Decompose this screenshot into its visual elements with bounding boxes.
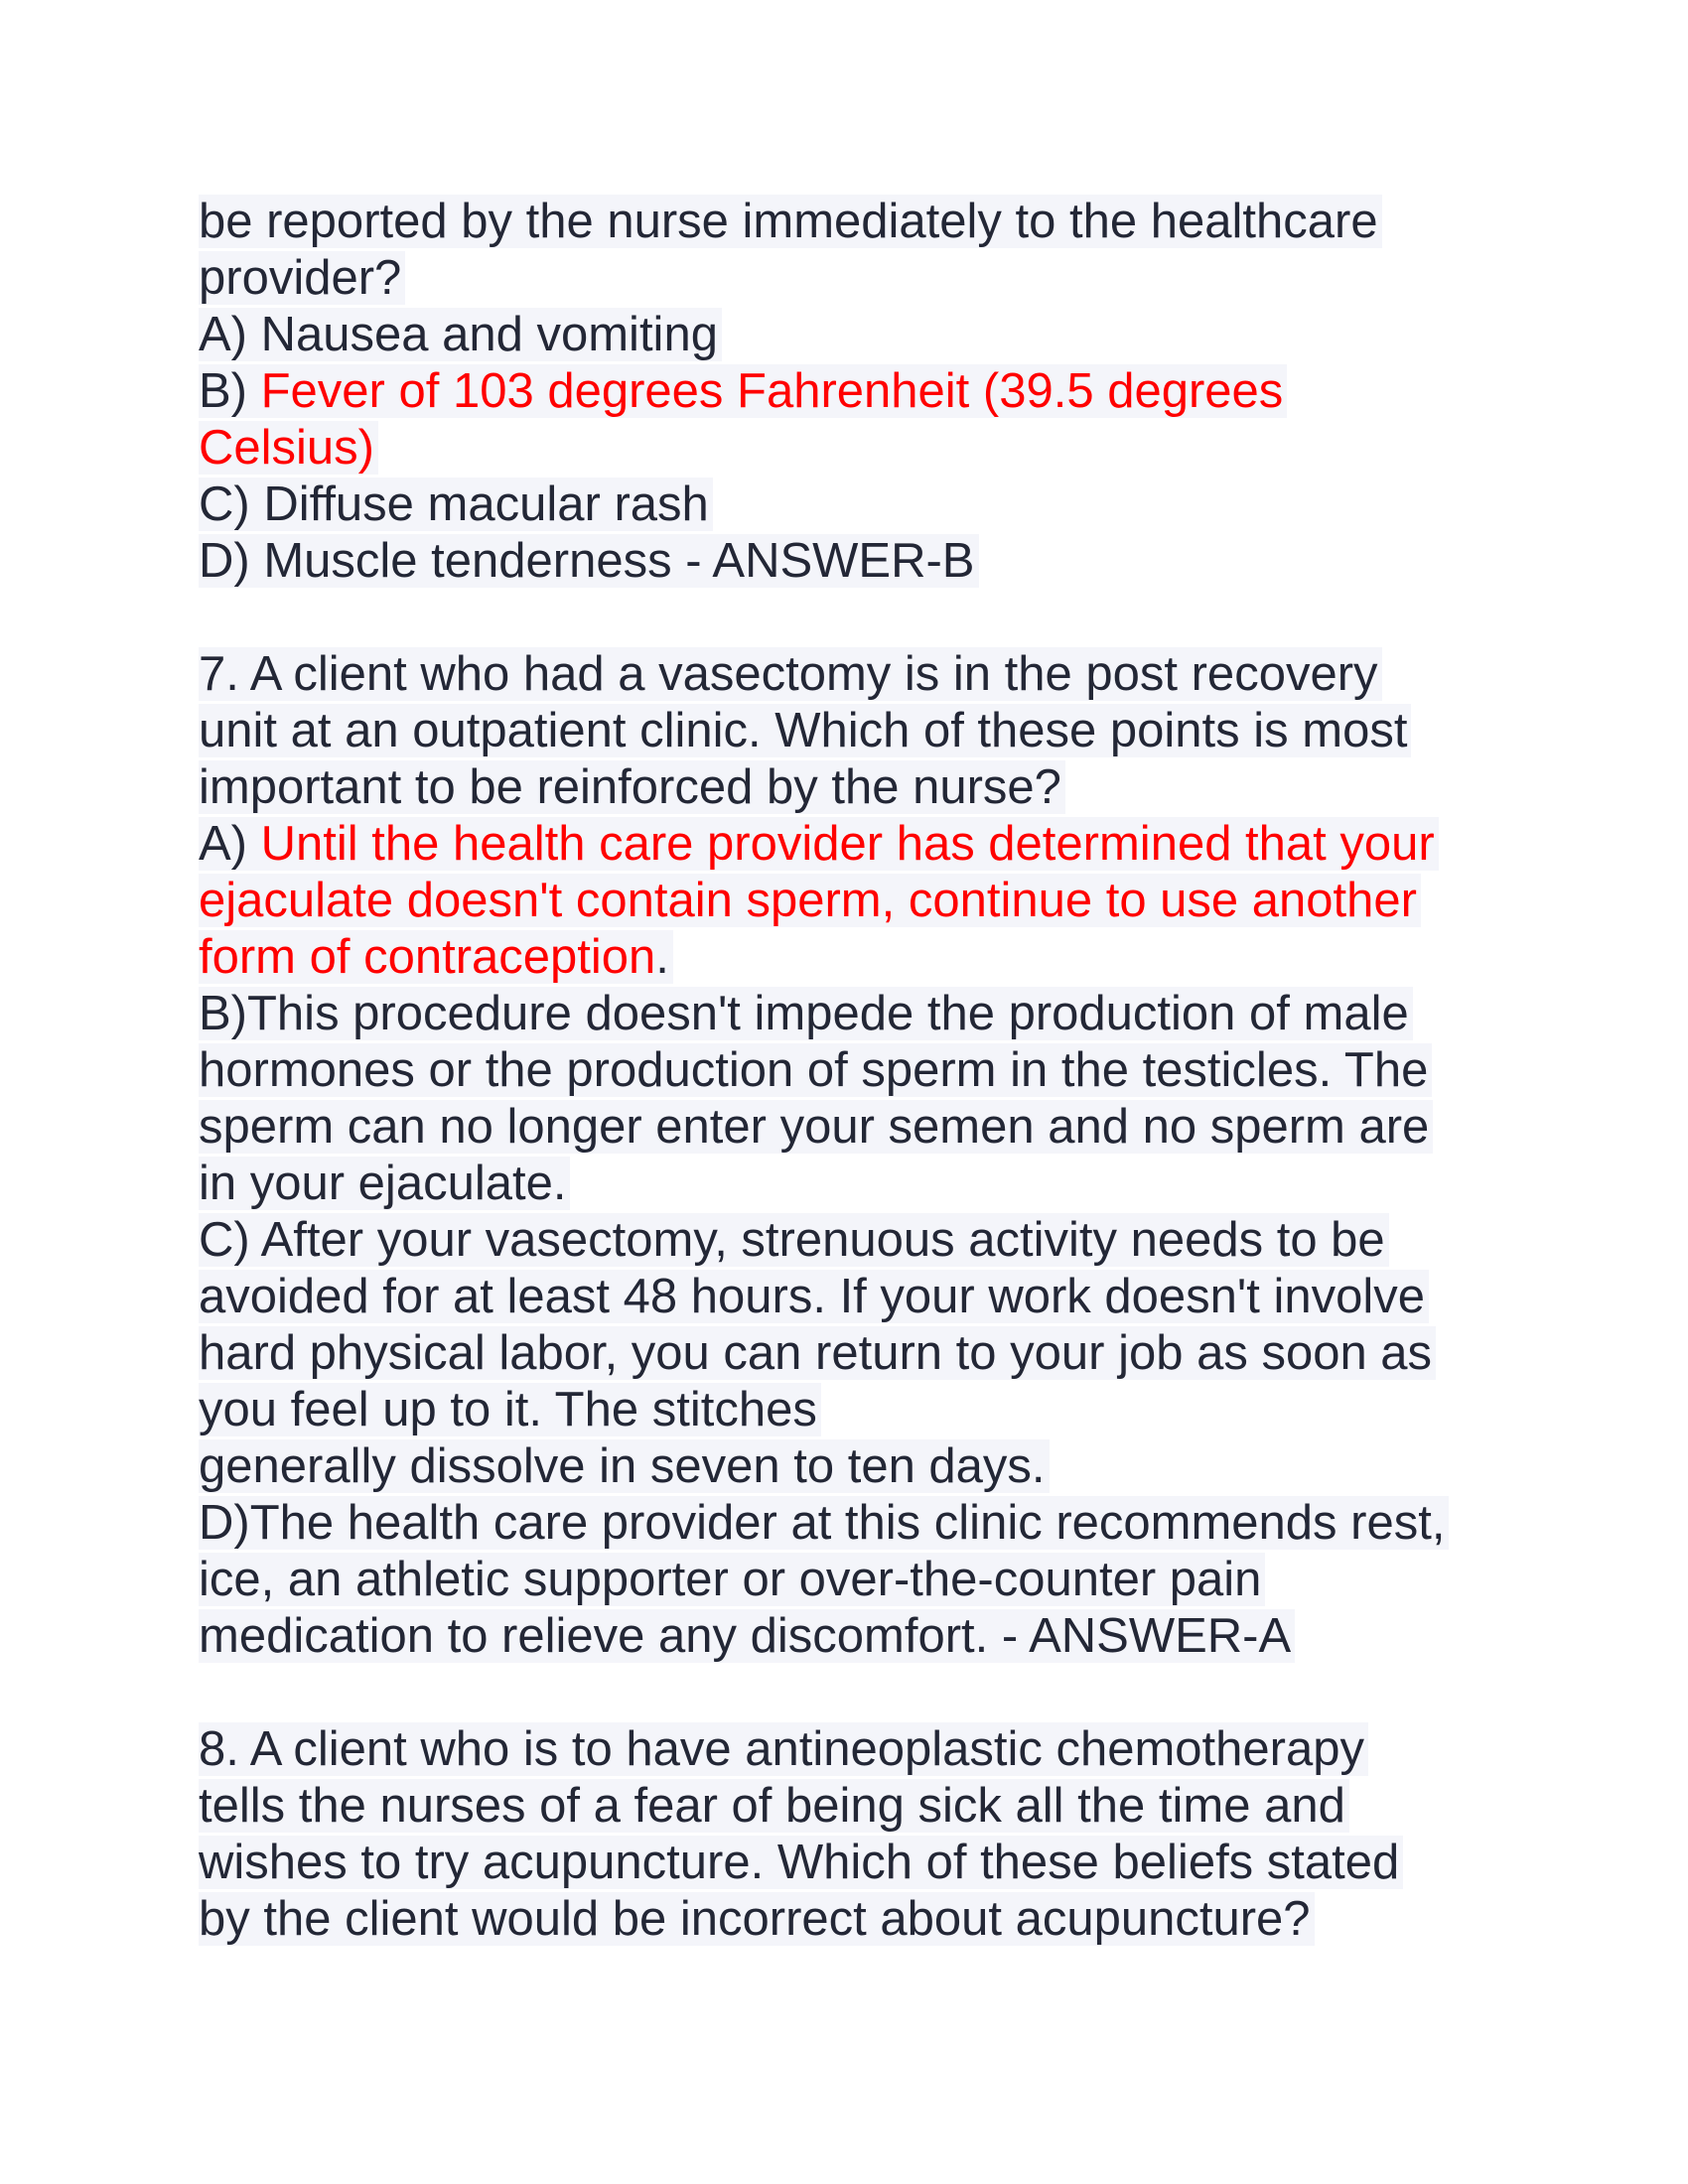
question-7-option-b: B)This procedure doesn't impede the production of male	[199, 986, 1509, 1042]
correct-answer-text: Fever of 103 degrees Fahrenheit (39.5 degrees	[260, 364, 1284, 418]
question-7-option-c: C) After your vasectomy, strenuous activity needs to be	[199, 1212, 1509, 1269]
question-7-option-c: generally dissolve in seven to ten days.	[199, 1438, 1509, 1495]
document-page	[199, 194, 1509, 1948]
question-6	[199, 194, 1509, 590]
question-8-stem-line: by the client would be incorrect about acupuncture?	[199, 1891, 1509, 1948]
question-6-stem-line: be reported by the nurse immediately to the healthcare	[199, 194, 1509, 250]
spacer	[199, 1665, 1509, 1721]
correct-answer-text: Celsius)	[199, 421, 378, 475]
spacer	[199, 590, 1509, 646]
question-6-option-d: D) Muscle tenderness - ANSWER-B	[199, 533, 1509, 590]
question-6-stem-line: provider?	[199, 250, 1509, 307]
question-7	[199, 646, 1509, 1665]
question-8-stem-line: 8. A client who is to have antineoplastic chemotherapy	[199, 1721, 1509, 1778]
correct-answer-text: ejaculate doesn't contain sperm, continue to use another	[199, 874, 1421, 927]
question-6-option-a: A) Nausea and vomiting	[199, 307, 1509, 363]
question-7-option-c: you feel up to it. The stitches	[199, 1382, 1509, 1438]
question-7-option-d: ice, an athletic supporter or over-the-counter pain	[199, 1552, 1509, 1608]
question-8	[199, 1721, 1509, 1948]
question-8-stem-line: wishes to try acupuncture. Which of these beliefs stated	[199, 1835, 1509, 1891]
correct-answer-text: Until the health care provider has determined that your	[260, 817, 1435, 871]
question-7-stem-line: unit at an outpatient clinic. Which of these points is most	[199, 703, 1509, 759]
correct-answer-text: form of contraception	[199, 930, 656, 984]
question-7-option-a-cont: form of contraception.	[199, 929, 1509, 986]
question-8-stem-line: tells the nurses of a fear of being sick all the time and	[199, 1778, 1509, 1835]
question-7-stem-line: important to be reinforced by the nurse?	[199, 759, 1509, 816]
question-7-option-b: in your ejaculate.	[199, 1156, 1509, 1212]
question-7-option-b: sperm can no longer enter your semen and no sperm are	[199, 1099, 1509, 1156]
question-7-option-a	[199, 816, 1509, 873]
option-b-label: B)	[199, 364, 261, 418]
question-7-option-c: hard physical labor, you can return to your job as soon as	[199, 1325, 1509, 1382]
question-6-option-c: C) Diffuse macular rash	[199, 477, 1509, 533]
question-7-option-d: medication to relieve any discomfort. - ANSWER-A	[199, 1608, 1509, 1665]
question-7-option-a-cont	[199, 873, 1509, 929]
question-6-option-b	[199, 363, 1509, 420]
question-7-option-d: D)The health care provider at this clinic recommends rest,	[199, 1495, 1509, 1552]
question-7-option-b: hormones or the production of sperm in the testicles. The	[199, 1042, 1509, 1099]
question-6-option-b-cont	[199, 420, 1509, 477]
option-a-label: A)	[199, 817, 261, 871]
question-7-stem-line: 7. A client who had a vasectomy is in the post recovery	[199, 646, 1509, 703]
question-7-option-c: avoided for at least 48 hours. If your work doesn't involve	[199, 1269, 1509, 1325]
